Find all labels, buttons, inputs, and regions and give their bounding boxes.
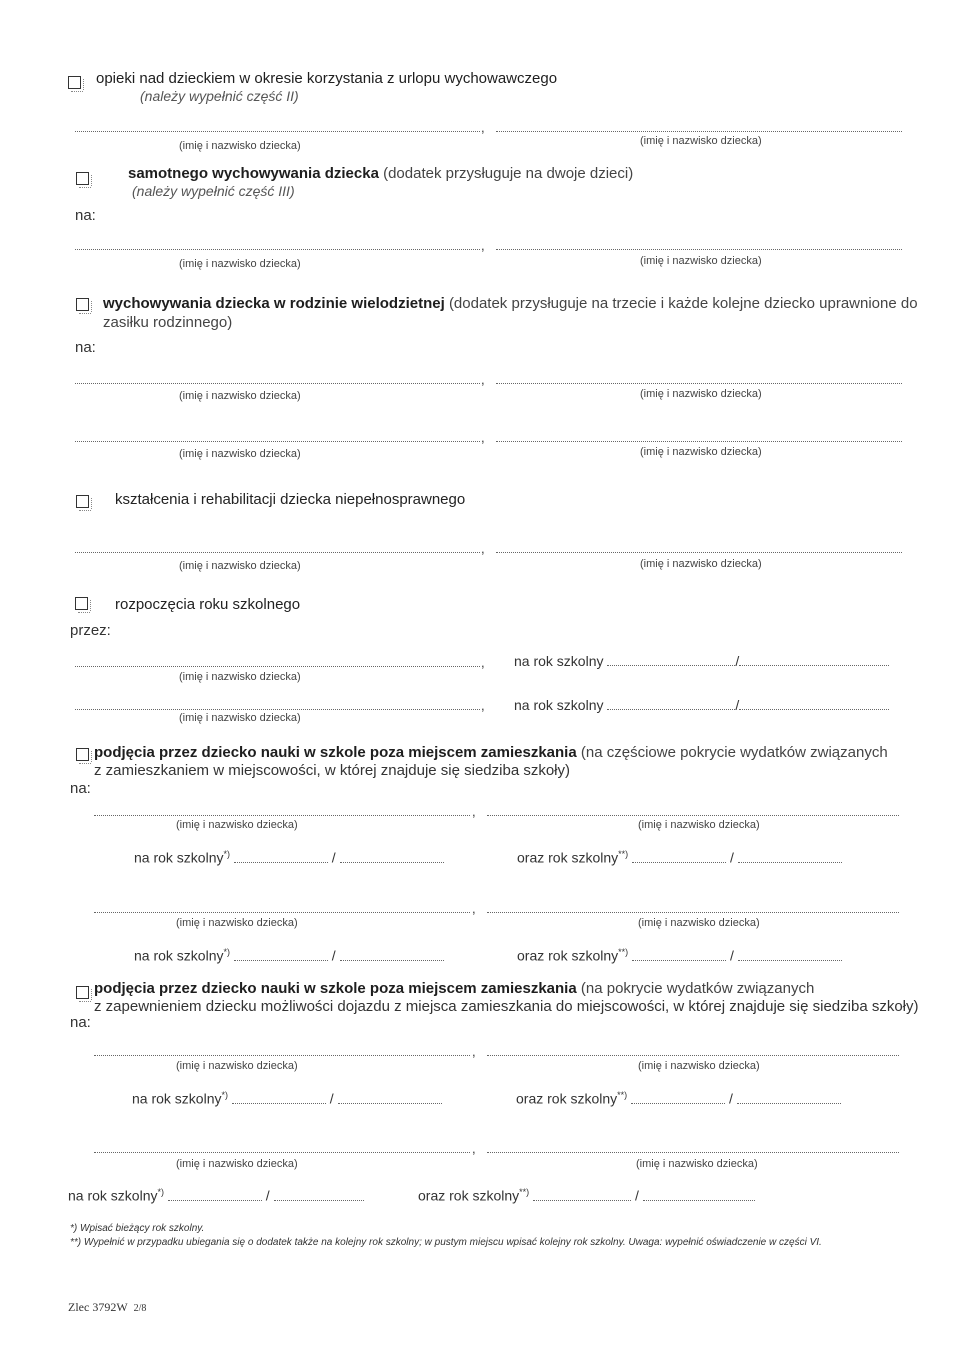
section-title-opieka: opieki nad dzieckiem w okresie korzystania z urlopu wychowawczego — [96, 70, 558, 87]
na-rok-row: na rok szkolny*) / — [68, 1187, 364, 1204]
child-name-caption: (imię i nazwisko dziecka) — [176, 819, 298, 831]
child-name-field[interactable] — [487, 1055, 899, 1056]
na-rok-row: na rok szkolny*) / — [134, 947, 444, 964]
section-title-wielodzietna: wychowywania dziecka w rodzinie wielodzietnej (dodatek przysługuje na trzecie i każde kolejne dziecko uprawnione do — [103, 295, 918, 312]
child-name-field[interactable] — [94, 815, 470, 816]
child-name-caption: (imię i nazwisko dziecka) — [638, 819, 760, 831]
footnote-1: *) Wpisać bieżący rok szkolny. — [70, 1223, 205, 1234]
child-name-field[interactable] — [75, 441, 480, 442]
child-name-field[interactable] — [75, 383, 480, 384]
checkbox-ksztalcenie[interactable] — [76, 495, 89, 508]
child-name-field[interactable] — [94, 1152, 470, 1153]
footnote-2: **) Wypełnić w przypadku ubiegania się o dodatek także na kolejny rok szkolny; w pustym miejscu wpisać kolejny rok szkolny. Uwaga: wypełnić oświadczenie w części VI. — [70, 1237, 822, 1248]
na-label: na: — [70, 780, 91, 797]
child-name-field[interactable] — [75, 666, 480, 667]
child-name-field[interactable] — [496, 552, 902, 553]
section-title-nauka-zamieszkanie: podjęcia przez dziecko nauki w szkole poza miejscem zamieszkania (na częściowe pokrycie wydatków związanych — [94, 744, 888, 761]
child-name-caption: (imię i nazwisko dziecka) — [640, 255, 762, 267]
section-note-samotne: (należy wypełnić część III) — [132, 183, 295, 199]
child-name-field[interactable] — [94, 1055, 470, 1056]
child-name-field[interactable] — [496, 441, 902, 442]
child-name-field[interactable] — [487, 815, 899, 816]
section-title-rok-szkolny: rozpoczęcia roku szkolnego — [115, 596, 301, 613]
na-rok-row: na rok szkolny*) / — [134, 849, 444, 866]
child-name-field[interactable] — [75, 249, 480, 250]
print-order-code: Zlec 3792W 2/8 — [68, 1300, 147, 1314]
child-name-caption: (imię i nazwisko dziecka) — [640, 388, 762, 400]
child-name-caption: (imię i nazwisko dziecka) — [179, 712, 301, 724]
checkbox-opieka[interactable] — [68, 76, 81, 89]
child-name-caption: (imię i nazwisko dziecka) — [179, 448, 301, 460]
checkbox-samotne[interactable] — [76, 172, 89, 185]
child-name-field[interactable] — [496, 249, 902, 250]
section-note-opieka: (należy wypełnić część II) — [140, 88, 299, 104]
checkbox-nauka-zamieszkanie[interactable] — [76, 748, 89, 761]
section-title-wielodzietna-line2: zasiłku rodzinnego) — [103, 314, 233, 331]
oraz-rok-row: oraz rok szkolny**) / — [517, 849, 842, 866]
child-name-caption: (imię i nazwisko dziecka) — [179, 140, 301, 152]
child-name-caption: (imię i nazwisko dziecka) — [638, 917, 760, 929]
child-name-caption: (imię i nazwisko dziecka) — [640, 446, 762, 458]
child-name-caption: (imię i nazwisko dziecka) — [179, 390, 301, 402]
child-name-field[interactable] — [487, 912, 899, 913]
section-title-nauka-zamieszkanie-line2: z zamieszkaniem w miejscowości, w której znajduje się siedziba szkoły) — [94, 762, 570, 779]
section-title-samotne: samotnego wychowywania dziecka (dodatek przysługuje na dwoje dzieci) — [128, 165, 634, 182]
child-name-field[interactable] — [75, 131, 480, 132]
section-title-nauka-dojazd: podjęcia przez dziecko nauki w szkole poza miejscem zamieszkania (na pokrycie wydatków związanych — [94, 980, 815, 997]
child-name-caption: (imię i nazwisko dziecka) — [176, 1060, 298, 1072]
child-name-caption: (imię i nazwisko dziecka) — [640, 558, 762, 570]
child-name-caption: (imię i nazwisko dziecka) — [638, 1060, 760, 1072]
checkbox-nauka-dojazd[interactable] — [76, 986, 89, 999]
checkbox-rok-szkolny[interactable] — [75, 597, 88, 610]
child-name-caption: (imię i nazwisko dziecka) — [179, 258, 301, 270]
child-name-field[interactable] — [487, 1152, 899, 1153]
child-name-caption: (imię i nazwisko dziecka) — [176, 1158, 298, 1170]
oraz-rok-row: oraz rok szkolny**) / — [516, 1090, 841, 1107]
child-name-field[interactable] — [75, 709, 480, 710]
child-name-field[interactable] — [496, 383, 902, 384]
child-name-caption: (imię i nazwisko dziecka) — [640, 135, 762, 147]
na-label: na: — [70, 1014, 91, 1031]
section-title-ksztalcenie: kształcenia i rehabilitacji dziecka niepełnosprawnego — [115, 491, 466, 508]
child-name-field[interactable] — [75, 552, 480, 553]
przez-label: przez: — [70, 622, 111, 639]
checkbox-wielodzietna[interactable] — [76, 298, 89, 311]
oraz-rok-row: oraz rok szkolny**) / — [418, 1187, 755, 1204]
section-title-nauka-dojazd-line2: z zapewnieniem dziecku możliwości dojazdu z miejsca zamieszkania do miejscowości, w której znajduje się siedziba szkoły) — [94, 998, 919, 1015]
na-rok-row: na rok szkolny*) / — [132, 1090, 442, 1107]
child-name-field[interactable] — [496, 131, 902, 132]
child-name-caption: (imię i nazwisko dziecka) — [179, 560, 301, 572]
na-rok-szkolny-row: na rok szkolny / — [514, 697, 889, 713]
child-name-caption: (imię i nazwisko dziecka) — [176, 917, 298, 929]
child-name-caption: (imię i nazwisko dziecka) — [636, 1158, 758, 1170]
na-label: na: — [75, 339, 96, 356]
na-label: na: — [75, 207, 96, 224]
child-name-field[interactable] — [94, 912, 470, 913]
child-name-caption: (imię i nazwisko dziecka) — [179, 671, 301, 683]
na-rok-szkolny-row: na rok szkolny / — [514, 653, 889, 669]
oraz-rok-row: oraz rok szkolny**) / — [517, 947, 842, 964]
